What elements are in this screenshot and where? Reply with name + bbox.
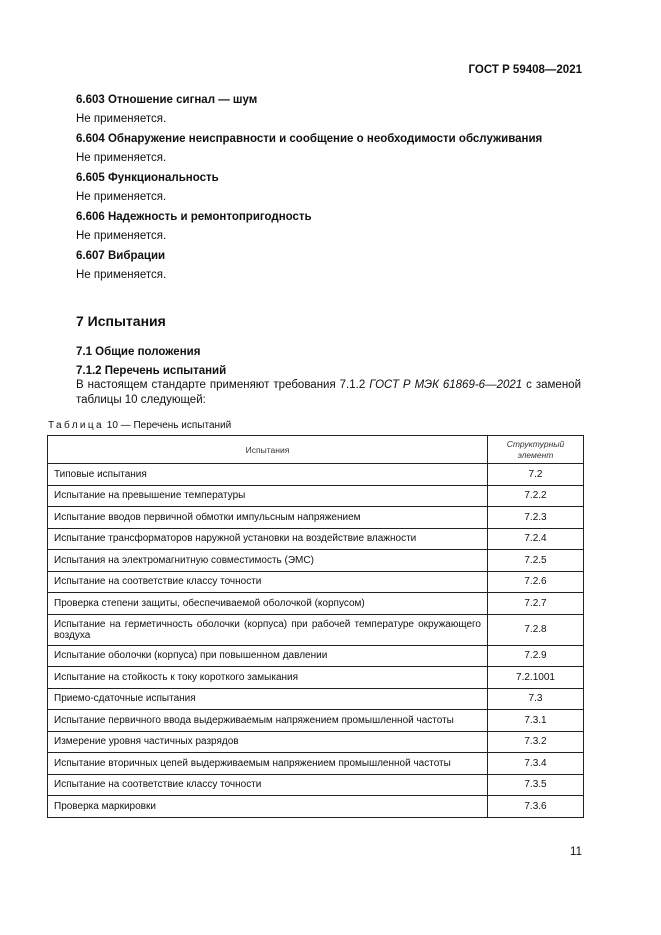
section-6-603-title: 6.603 Отношение сигнал — шум bbox=[76, 94, 258, 106]
test-name: Испытание на стойкость к току короткого замыкания bbox=[48, 667, 488, 689]
table-row bbox=[48, 528, 584, 550]
section-6-606-title: 6.606 Надежность и ремонтопригодность bbox=[76, 211, 312, 223]
test-ref: 7.2.8 bbox=[488, 614, 584, 645]
test-name: Испытание на герметичность оболочки (корпуса) при рабочей температуре окружающего воздуха bbox=[48, 614, 488, 645]
test-ref: 7.3.5 bbox=[488, 774, 584, 796]
col-header-element: Структурный элемент bbox=[488, 436, 584, 464]
table-row bbox=[48, 464, 584, 486]
section-6-603-text: Не применяется. bbox=[76, 113, 167, 125]
test-name: Приемо-сдаточные испытания bbox=[48, 688, 488, 710]
table-row bbox=[48, 593, 584, 615]
table-caption-text: 10 — Перечень испытаний bbox=[106, 420, 232, 431]
test-name: Испытание на превышение температуры bbox=[48, 485, 488, 507]
table-row bbox=[48, 688, 584, 710]
subsection-title: 7.1 Общие положения bbox=[76, 346, 201, 358]
test-name: Испытание вводов первичной обмотки импульсным напряжением bbox=[48, 507, 488, 529]
test-ref: 7.3.2 bbox=[488, 731, 584, 753]
test-ref: 7.3.6 bbox=[488, 796, 584, 818]
table-row bbox=[48, 753, 584, 775]
table-row bbox=[48, 796, 584, 818]
test-name: Испытание трансформаторов наружной установки на воздействие влажности bbox=[48, 528, 488, 550]
test-name: Испытание оболочки (корпуса) при повышенном давлении bbox=[48, 645, 488, 667]
table-row bbox=[48, 710, 584, 732]
test-name: Измерение уровня частичных разрядов bbox=[48, 731, 488, 753]
table-row bbox=[48, 667, 584, 689]
test-ref: 7.2.7 bbox=[488, 593, 584, 615]
test-ref: 7.2.2 bbox=[488, 485, 584, 507]
table-header-row bbox=[48, 436, 584, 464]
section-6-604-text: Не применяется. bbox=[76, 152, 167, 164]
tests-table bbox=[47, 435, 584, 818]
standard-reference: ГОСТ Р МЭК 61869-6—2021 bbox=[369, 379, 523, 391]
test-ref: 7.2.3 bbox=[488, 507, 584, 529]
table-row bbox=[48, 645, 584, 667]
section-6-606-text: Не применяется. bbox=[76, 230, 167, 242]
table-row bbox=[48, 731, 584, 753]
test-ref: 7.2.1001 bbox=[488, 667, 584, 689]
page-number: 11 bbox=[570, 846, 582, 858]
item-paragraph bbox=[76, 378, 581, 408]
section-6-605-text: Не применяется. bbox=[76, 191, 167, 203]
table-row bbox=[48, 614, 584, 645]
test-ref: 7.3 bbox=[488, 688, 584, 710]
test-name: Типовые испытания bbox=[48, 464, 488, 486]
test-name: Проверка маркировки bbox=[48, 796, 488, 818]
item-text-before: В настоящем стандарте применяют требования 7.1.2 bbox=[76, 379, 370, 391]
section-6-604-title: 6.604 Обнаружение неисправности и сообщение о необходимости обслуживания bbox=[76, 133, 543, 145]
col-header-tests: Испытания bbox=[48, 436, 488, 464]
test-ref: 7.3.1 bbox=[488, 710, 584, 732]
item-text-after: с заменой таблицы 10 следующей: bbox=[76, 379, 581, 406]
table-row bbox=[48, 774, 584, 796]
test-ref: 7.2.4 bbox=[488, 528, 584, 550]
test-ref: 7.2.5 bbox=[488, 550, 584, 572]
test-name: Испытания на электромагнитную совместимость (ЭМС) bbox=[48, 550, 488, 572]
test-ref: 7.3.4 bbox=[488, 753, 584, 775]
test-ref: 7.2 bbox=[488, 464, 584, 486]
table-row bbox=[48, 507, 584, 529]
test-name: Испытание первичного ввода выдерживаемым напряжением промышленной частоты bbox=[48, 710, 488, 732]
item-title: 7.1.2 Перечень испытаний bbox=[76, 365, 227, 377]
table-caption-label: Таблица bbox=[48, 420, 105, 431]
test-name: Испытание на соответствие классу точности bbox=[48, 571, 488, 593]
document-number: ГОСТ Р 59408—2021 bbox=[468, 64, 582, 76]
test-ref: 7.2.9 bbox=[488, 645, 584, 667]
section-6-607-title: 6.607 Вибрации bbox=[76, 250, 166, 262]
test-ref: 7.2.6 bbox=[488, 571, 584, 593]
table-row bbox=[48, 550, 584, 572]
table-row bbox=[48, 485, 584, 507]
section-6-607-text: Не применяется. bbox=[76, 269, 167, 281]
test-name: Проверка степени защиты, обеспечиваемой оболочкой (корпусом) bbox=[48, 593, 488, 615]
chapter-title: 7 Испытания bbox=[76, 313, 166, 329]
section-6-605-title: 6.605 Функциональность bbox=[76, 172, 219, 184]
table-caption bbox=[48, 420, 231, 431]
table-row bbox=[48, 571, 584, 593]
test-name: Испытание вторичных цепей выдерживаемым напряжением промышленной частоты bbox=[48, 753, 488, 775]
test-name: Испытание на соответствие классу точности bbox=[48, 774, 488, 796]
